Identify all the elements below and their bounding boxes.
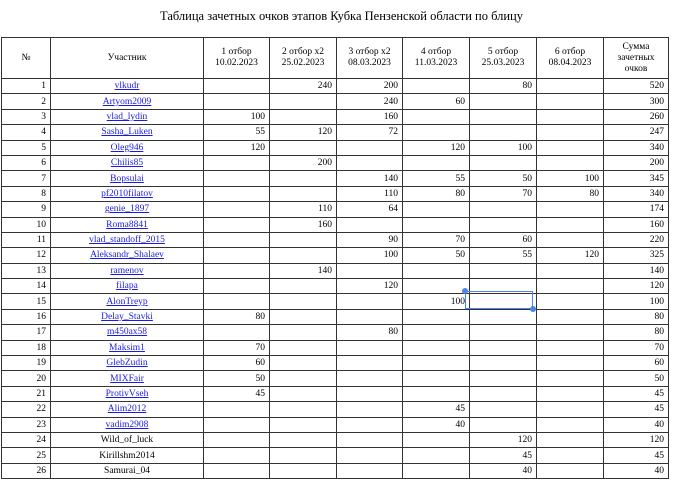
score-cell-round-3[interactable] <box>337 155 403 170</box>
score-cell-round-4[interactable]: 40 <box>403 417 470 432</box>
score-cell-round-1[interactable] <box>204 155 270 170</box>
participant-cell[interactable] <box>51 417 204 432</box>
score-cell-round-2[interactable]: 200 <box>270 155 337 170</box>
score-cell-round-2[interactable] <box>270 356 337 371</box>
score-cell-round-1[interactable] <box>204 186 270 201</box>
row-number-cell[interactable]: 10 <box>2 217 51 232</box>
score-cell-round-6[interactable] <box>537 232 604 247</box>
score-cell-round-6[interactable] <box>537 463 604 478</box>
row-number-cell[interactable]: 4 <box>2 125 51 140</box>
participant-cell[interactable] <box>51 232 204 247</box>
sum-cell[interactable]: 160 <box>604 217 669 232</box>
score-cell-round-5[interactable] <box>470 279 537 294</box>
score-cell-round-2[interactable] <box>270 279 337 294</box>
participant-cell[interactable]: Wild_of_luck <box>51 432 204 447</box>
table-row <box>2 109 669 124</box>
score-cell-round-4[interactable]: 55 <box>403 171 470 186</box>
row-number-cell[interactable]: 22 <box>2 402 51 417</box>
table-row <box>2 386 669 401</box>
participant-cell[interactable] <box>51 125 204 140</box>
score-cell-round-1[interactable] <box>204 402 270 417</box>
score-cell-round-4[interactable] <box>403 125 470 140</box>
score-cell-round-4[interactable]: 50 <box>403 248 470 263</box>
viewport-edge <box>669 0 683 480</box>
score-cell-round-1[interactable] <box>204 202 270 217</box>
sum-cell[interactable]: 80 <box>604 325 669 340</box>
score-cell-round-1[interactable]: 50 <box>204 371 270 386</box>
score-cell-round-5[interactable] <box>470 202 537 217</box>
participant-cell[interactable] <box>51 325 204 340</box>
table-row <box>2 186 669 201</box>
score-cell-round-5[interactable] <box>470 217 537 232</box>
score-cell-round-2[interactable]: 110 <box>270 202 337 217</box>
participant-cell[interactable] <box>51 171 204 186</box>
header-round-5[interactable]: 5 отбор 25.03.2023 <box>470 38 537 79</box>
score-cell-round-4[interactable] <box>403 463 470 478</box>
score-cell-round-5[interactable] <box>470 155 537 170</box>
score-cell-round-3[interactable]: 160 <box>337 109 403 124</box>
row-number-cell[interactable]: 21 <box>2 386 51 401</box>
score-cell-round-4[interactable] <box>403 371 470 386</box>
table-row <box>2 140 669 155</box>
participant-link[interactable]: pf2010filatov <box>101 188 153 199</box>
header-round-6[interactable]: 6 отбор 08.04.2023 <box>537 38 604 79</box>
participant-cell[interactable] <box>51 79 204 94</box>
header-participant[interactable]: Участник <box>51 38 204 79</box>
score-cell-round-2[interactable] <box>270 232 337 247</box>
score-cell-round-4[interactable]: 45 <box>403 402 470 417</box>
participant-cell[interactable] <box>51 248 204 263</box>
score-cell-round-6[interactable] <box>537 325 604 340</box>
participant-link[interactable]: ramenov <box>110 265 144 276</box>
participant-link[interactable]: Roma8841 <box>106 219 148 230</box>
score-cell-round-3[interactable]: 90 <box>337 232 403 247</box>
score-cell-round-4[interactable] <box>403 386 470 401</box>
table-row <box>2 248 669 263</box>
score-cell-round-1[interactable] <box>204 432 270 447</box>
score-cell-round-1[interactable] <box>204 232 270 247</box>
score-cell-round-2[interactable] <box>270 448 337 463</box>
row-number-cell[interactable]: 12 <box>2 248 51 263</box>
table-row <box>2 463 669 478</box>
row-number-cell[interactable]: 6 <box>2 155 51 170</box>
score-cell-round-5[interactable]: 80 <box>470 79 537 94</box>
participant-cell[interactable] <box>51 202 204 217</box>
participant-cell[interactable] <box>51 371 204 386</box>
score-cell-round-1[interactable] <box>204 248 270 263</box>
table-row <box>2 171 669 186</box>
participant-cell[interactable] <box>51 94 204 109</box>
table-row <box>2 448 669 463</box>
score-cell-round-6[interactable] <box>537 448 604 463</box>
score-cell-round-4[interactable]: 120 <box>403 140 470 155</box>
score-cell-round-3[interactable]: 100 <box>337 248 403 263</box>
score-cell-round-2[interactable] <box>270 325 337 340</box>
score-cell-round-3[interactable] <box>337 217 403 232</box>
participant-link[interactable]: MIXFair <box>110 373 144 384</box>
participant-link[interactable]: GlebZudin <box>106 358 148 369</box>
score-cell-round-5[interactable]: 50 <box>470 171 537 186</box>
sum-cell[interactable]: 340 <box>604 140 669 155</box>
score-cell-round-3[interactable] <box>337 386 403 401</box>
score-cell-round-4[interactable] <box>403 340 470 355</box>
participant-link[interactable]: Oleg946 <box>110 142 144 153</box>
score-cell-round-4[interactable] <box>403 202 470 217</box>
participant-link[interactable]: vlkudr <box>114 81 140 92</box>
score-cell-round-6[interactable]: 100 <box>537 171 604 186</box>
score-cell-round-1[interactable]: 80 <box>204 309 270 324</box>
score-cell-round-2[interactable]: 160 <box>270 217 337 232</box>
sum-cell[interactable]: 174 <box>604 202 669 217</box>
score-cell-round-5[interactable]: 40 <box>470 463 537 478</box>
table-row <box>2 217 669 232</box>
row-number-cell[interactable]: 11 <box>2 232 51 247</box>
score-cell-round-6[interactable] <box>537 356 604 371</box>
score-cell-round-2[interactable] <box>270 294 337 309</box>
header-round-2[interactable]: 2 отбор x2 25.02.2023 <box>270 38 337 79</box>
participant-cell[interactable]: Samurai_04 <box>51 463 204 478</box>
participant-link[interactable]: AlonTreyp <box>106 296 148 307</box>
score-cell-round-4[interactable] <box>403 155 470 170</box>
table-row <box>2 417 669 432</box>
participant-cell[interactable] <box>51 109 204 124</box>
score-cell-round-5[interactable]: 45 <box>470 448 537 463</box>
sum-cell[interactable]: 520 <box>604 79 669 94</box>
header-sum[interactable]: Сумма зачетных очков <box>604 38 669 79</box>
score-cell-round-5[interactable]: 70 <box>470 186 537 201</box>
participant-cell[interactable] <box>51 294 204 309</box>
score-cell-round-4[interactable] <box>403 279 470 294</box>
score-cell-round-4[interactable] <box>403 79 470 94</box>
participant-cell[interactable] <box>51 186 204 201</box>
row-number-cell[interactable]: 7 <box>2 171 51 186</box>
sum-cell[interactable]: 40 <box>604 417 669 432</box>
score-cell-round-3[interactable] <box>337 417 403 432</box>
score-cell-round-4[interactable] <box>403 263 470 278</box>
table-body <box>2 79 669 479</box>
row-number-cell[interactable]: 2 <box>2 94 51 109</box>
score-cell-round-6[interactable] <box>537 402 604 417</box>
row-number-cell[interactable]: 14 <box>2 279 51 294</box>
score-cell-round-2[interactable] <box>270 402 337 417</box>
row-number-cell[interactable]: 16 <box>2 309 51 324</box>
participant-link[interactable]: genie_1897 <box>104 204 150 215</box>
score-cell-round-1[interactable] <box>204 94 270 109</box>
score-cell-round-3[interactable]: 120 <box>337 279 403 294</box>
score-cell-round-3[interactable]: 72 <box>337 125 403 140</box>
score-cell-round-1[interactable] <box>204 217 270 232</box>
participant-link[interactable]: filapa <box>116 281 138 292</box>
score-cell-round-3[interactable] <box>337 356 403 371</box>
score-cell-round-2[interactable]: 120 <box>270 125 337 140</box>
score-cell-round-3[interactable] <box>337 463 403 478</box>
table-row <box>2 263 669 278</box>
score-cell-round-3[interactable] <box>337 263 403 278</box>
score-cell-round-5[interactable]: 100 <box>470 140 537 155</box>
participant-cell[interactable] <box>51 140 204 155</box>
table-row <box>2 279 669 294</box>
sum-cell[interactable]: 60 <box>604 356 669 371</box>
score-cell-round-2[interactable] <box>270 140 337 155</box>
participant-cell[interactable] <box>51 309 204 324</box>
score-cell-round-5[interactable]: 55 <box>470 248 537 263</box>
score-cell-round-1[interactable] <box>204 171 270 186</box>
score-cell-round-5[interactable] <box>470 109 537 124</box>
participant-link[interactable]: Bopsulai <box>110 173 144 184</box>
score-cell-round-6[interactable] <box>537 386 604 401</box>
score-cell-round-1[interactable] <box>204 417 270 432</box>
row-number-cell[interactable]: 25 <box>2 448 51 463</box>
page-title: Таблица зачетных очков этапов Кубка Пензенской области по блицу <box>160 9 523 23</box>
score-cell-round-2[interactable] <box>270 340 337 355</box>
score-cell-round-6[interactable] <box>537 140 604 155</box>
score-cell-round-4[interactable]: 80 <box>403 186 470 201</box>
score-cell-round-4[interactable] <box>403 309 470 324</box>
participant-cell[interactable] <box>51 402 204 417</box>
score-cell-round-6[interactable] <box>537 109 604 124</box>
score-cell-round-3[interactable]: 200 <box>337 79 403 94</box>
score-cell-round-4[interactable] <box>403 217 470 232</box>
score-cell-round-4[interactable]: 100 <box>403 294 470 309</box>
table-row <box>2 356 669 371</box>
table-row <box>2 325 669 340</box>
participant-cell[interactable] <box>51 155 204 170</box>
score-cell-round-6[interactable] <box>537 94 604 109</box>
sum-cell[interactable]: 120 <box>604 432 669 447</box>
scores-table <box>1 37 669 479</box>
score-cell-round-6[interactable] <box>537 217 604 232</box>
participant-link[interactable]: m450ax58 <box>106 327 148 338</box>
score-cell-round-4[interactable] <box>403 432 470 447</box>
score-cell-round-2[interactable] <box>270 109 337 124</box>
score-cell-round-2[interactable]: 240 <box>270 79 337 94</box>
sum-cell[interactable]: 220 <box>604 232 669 247</box>
row-number-cell[interactable]: 5 <box>2 140 51 155</box>
score-cell-round-3[interactable] <box>337 294 403 309</box>
sum-cell[interactable]: 345 <box>604 171 669 186</box>
score-cell-round-3[interactable] <box>337 432 403 447</box>
score-cell-round-3[interactable]: 140 <box>337 171 403 186</box>
score-cell-round-1[interactable] <box>204 79 270 94</box>
table-row <box>2 402 669 417</box>
score-cell-round-1[interactable] <box>204 294 270 309</box>
sum-cell[interactable]: 300 <box>604 94 669 109</box>
participant-cell[interactable] <box>51 217 204 232</box>
table-row <box>2 340 669 355</box>
score-cell-round-3[interactable] <box>337 371 403 386</box>
header-row <box>2 38 669 79</box>
participant-link[interactable]: Delay_Stavki <box>101 312 153 323</box>
sum-cell[interactable]: 100 <box>604 294 669 309</box>
row-number-cell[interactable]: 24 <box>2 432 51 447</box>
score-cell-round-1[interactable]: 45 <box>204 386 270 401</box>
sum-cell[interactable]: 325 <box>604 248 669 263</box>
score-cell-round-3[interactable] <box>337 448 403 463</box>
score-cell-round-1[interactable] <box>204 263 270 278</box>
participant-cell[interactable] <box>51 279 204 294</box>
score-cell-round-5[interactable] <box>470 309 537 324</box>
score-cell-round-1[interactable]: 120 <box>204 140 270 155</box>
row-number-cell[interactable]: 23 <box>2 417 51 432</box>
score-cell-round-2[interactable] <box>270 463 337 478</box>
table-row <box>2 202 669 217</box>
sum-cell[interactable]: 340 <box>604 186 669 201</box>
score-cell-round-1[interactable] <box>204 325 270 340</box>
participant-cell[interactable] <box>51 386 204 401</box>
sum-cell[interactable]: 70 <box>604 340 669 355</box>
score-cell-round-5[interactable] <box>470 402 537 417</box>
score-cell-round-4[interactable] <box>403 356 470 371</box>
score-cell-round-2[interactable] <box>270 309 337 324</box>
score-cell-round-2[interactable]: 140 <box>270 263 337 278</box>
score-cell-round-5[interactable] <box>470 417 537 432</box>
score-cell-round-6[interactable] <box>537 79 604 94</box>
header-num[interactable]: № <box>2 38 51 79</box>
score-cell-round-6[interactable] <box>537 417 604 432</box>
participant-cell[interactable]: Kirillshm2014 <box>51 448 204 463</box>
score-cell-round-5[interactable] <box>470 325 537 340</box>
score-cell-round-1[interactable]: 70 <box>204 340 270 355</box>
score-cell-round-1[interactable] <box>204 279 270 294</box>
score-cell-round-6[interactable] <box>537 432 604 447</box>
row-number-cell[interactable]: 20 <box>2 371 51 386</box>
sum-cell[interactable]: 45 <box>604 448 669 463</box>
score-cell-round-5[interactable]: 60 <box>470 232 537 247</box>
row-number-cell[interactable]: 15 <box>2 294 51 309</box>
score-cell-round-1[interactable] <box>204 448 270 463</box>
header-round-3[interactable]: 3 отбор x2 08.03.2023 <box>337 38 403 79</box>
sum-cell[interactable]: 200 <box>604 155 669 170</box>
participant-link[interactable]: vlad_lydin <box>106 111 148 122</box>
table-row <box>2 309 669 324</box>
score-cell-round-6[interactable] <box>537 125 604 140</box>
score-cell-round-5[interactable] <box>470 356 537 371</box>
table-row <box>2 371 669 386</box>
score-cell-round-2[interactable] <box>270 371 337 386</box>
score-cell-round-5[interactable]: 120 <box>470 432 537 447</box>
participant-link[interactable]: Maksim1 <box>109 342 145 353</box>
score-cell-round-1[interactable]: 100 <box>204 109 270 124</box>
table-row <box>2 125 669 140</box>
participant-link[interactable]: Alim2012 <box>107 404 147 415</box>
row-number-cell[interactable]: 18 <box>2 340 51 355</box>
table-row <box>2 94 669 109</box>
score-cell-round-5[interactable] <box>470 386 537 401</box>
score-cell-round-1[interactable] <box>204 463 270 478</box>
row-number-cell[interactable]: 3 <box>2 109 51 124</box>
score-cell-round-4[interactable] <box>403 109 470 124</box>
score-cell-round-1[interactable]: 60 <box>204 356 270 371</box>
participant-link[interactable]: Aleksandr_Shalaev <box>90 250 164 261</box>
score-cell-round-5[interactable] <box>470 340 537 355</box>
participant-link[interactable]: Sasha_Luken <box>101 127 153 138</box>
sum-cell[interactable]: 80 <box>604 309 669 324</box>
row-number-cell[interactable]: 26 <box>2 463 51 478</box>
participant-link[interactable]: ProtivVseh <box>105 389 149 399</box>
score-cell-round-2[interactable] <box>270 386 337 401</box>
score-cell-round-1[interactable]: 55 <box>204 125 270 140</box>
table-row <box>2 432 669 447</box>
table-row <box>2 155 669 170</box>
score-cell-round-6[interactable] <box>537 155 604 170</box>
score-cell-round-2[interactable] <box>270 417 337 432</box>
header-round-1[interactable]: 1 отбор 10.02.2023 <box>204 38 270 79</box>
score-cell-round-3[interactable] <box>337 340 403 355</box>
table-row <box>2 79 669 94</box>
score-cell-round-2[interactable] <box>270 171 337 186</box>
score-cell-round-5[interactable] <box>470 294 537 309</box>
sum-cell[interactable]: 50 <box>604 371 669 386</box>
table-row <box>2 294 669 309</box>
score-cell-round-5[interactable] <box>470 125 537 140</box>
sum-cell[interactable]: 45 <box>604 402 669 417</box>
score-cell-round-6[interactable]: 120 <box>537 248 604 263</box>
score-cell-round-4[interactable]: 60 <box>403 94 470 109</box>
score-cell-round-6[interactable] <box>537 371 604 386</box>
participant-cell[interactable] <box>51 340 204 355</box>
sum-cell[interactable]: 260 <box>604 109 669 124</box>
sum-cell[interactable]: 120 <box>604 279 669 294</box>
row-number-cell[interactable]: 1 <box>2 79 51 94</box>
score-cell-round-3[interactable] <box>337 309 403 324</box>
sum-cell[interactable]: 40 <box>604 463 669 478</box>
score-cell-round-5[interactable] <box>470 94 537 109</box>
score-cell-round-2[interactable] <box>270 432 337 447</box>
score-cell-round-6[interactable] <box>537 340 604 355</box>
sum-cell[interactable]: 140 <box>604 263 669 278</box>
participant-link[interactable]: Artyom2009 <box>102 96 152 107</box>
score-cell-round-3[interactable] <box>337 402 403 417</box>
score-cell-round-5[interactable] <box>470 263 537 278</box>
sum-cell[interactable]: 247 <box>604 125 669 140</box>
participant-cell[interactable] <box>51 263 204 278</box>
score-cell-round-6[interactable] <box>537 263 604 278</box>
participant-link[interactable]: vlad_standoff_2015 <box>89 235 165 246</box>
score-cell-round-6[interactable] <box>537 294 604 309</box>
score-cell-round-4[interactable] <box>403 325 470 340</box>
row-number-cell[interactable]: 17 <box>2 325 51 340</box>
score-cell-round-4[interactable]: 70 <box>403 232 470 247</box>
sum-cell[interactable]: 45 <box>604 386 669 401</box>
score-cell-round-3[interactable] <box>337 140 403 155</box>
score-cell-round-3[interactable]: 80 <box>337 325 403 340</box>
score-cell-round-6[interactable] <box>537 202 604 217</box>
row-number-cell[interactable]: 8 <box>2 186 51 201</box>
score-cell-round-3[interactable]: 240 <box>337 94 403 109</box>
header-round-4[interactable]: 4 отбор 11.03.2023 <box>403 38 470 79</box>
row-number-cell[interactable]: 19 <box>2 356 51 371</box>
score-cell-round-6[interactable]: 80 <box>537 186 604 201</box>
participant-link[interactable]: Chilis85 <box>110 158 144 169</box>
score-cell-round-4[interactable] <box>403 448 470 463</box>
score-cell-round-2[interactable] <box>270 186 337 201</box>
score-cell-round-3[interactable]: 110 <box>337 186 403 201</box>
score-cell-round-2[interactable] <box>270 248 337 263</box>
participant-link[interactable]: vadim2908 <box>105 419 149 430</box>
participant-cell[interactable] <box>51 356 204 371</box>
row-number-cell[interactable]: 9 <box>2 202 51 217</box>
row-number-cell[interactable]: 13 <box>2 263 51 278</box>
score-cell-round-6[interactable] <box>537 309 604 324</box>
score-cell-round-6[interactable] <box>537 279 604 294</box>
score-cell-round-3[interactable]: 64 <box>337 202 403 217</box>
score-cell-round-5[interactable] <box>470 371 537 386</box>
table-row <box>2 232 669 247</box>
score-cell-round-2[interactable] <box>270 94 337 109</box>
